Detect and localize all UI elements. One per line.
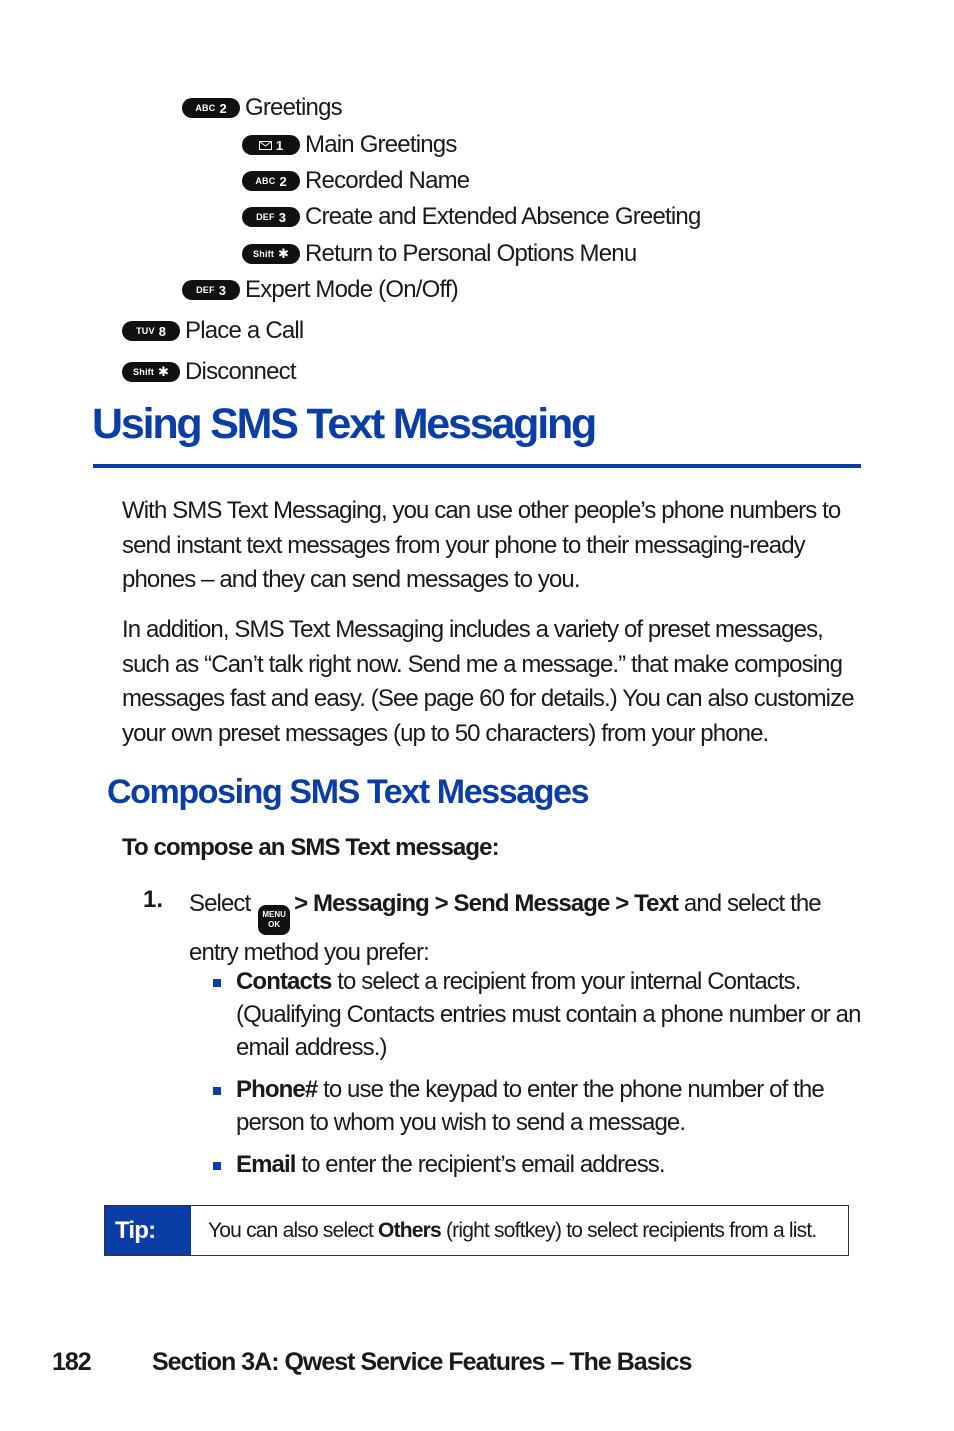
page-number: 182 [52, 1348, 91, 1376]
heading-rule [93, 464, 861, 468]
bullet-icon [213, 1162, 221, 1170]
menu-item-return-personal [242, 239, 636, 269]
section-footer: Section 3A: Qwest Service Features – The Basics [152, 1348, 692, 1376]
menu-item-extended-absence [242, 202, 701, 232]
bullet-icon [213, 979, 221, 987]
key-badge: DEF 3 [242, 207, 300, 227]
intro-paragraph: With SMS Text Messaging, you can use other people’s phone numbers to send instant text messages from your phone to their messaging-ready phones – and they can send messages to you. [122, 497, 841, 594]
menu-item-main-greetings [242, 130, 457, 160]
asterisk-icon: ✱ [278, 246, 289, 261]
page-title: Using SMS Text Messaging [92, 400, 596, 448]
key-badge: TUV 8 [122, 321, 180, 341]
step-select: Select [189, 890, 251, 917]
menu-label: Place a Call [185, 317, 304, 344]
bullet-icon [213, 1087, 221, 1095]
menu-label: Greetings [245, 94, 342, 121]
menu-item-recorded-name [242, 166, 469, 196]
key-badge: DEF 3 [182, 280, 240, 300]
menu-label: Disconnect [185, 358, 296, 385]
asterisk-icon: ✱ [158, 364, 169, 379]
key-badge: ABC 2 [182, 98, 240, 118]
envelope-icon [259, 141, 272, 150]
tip-box [104, 1205, 849, 1256]
tip-text: You can also select Others (right softkey) to select recipients from a list. [208, 1218, 817, 1242]
menu-label: Main Greetings [305, 131, 457, 158]
step-rest: and select the entry method you prefer: [189, 890, 821, 966]
menu-label: Create and Extended Absence Greeting [305, 203, 701, 230]
bullet-email: Email to enter the recipient’s email address. [236, 1151, 665, 1178]
key-badge: Shift ✱ [122, 362, 180, 382]
tip-label: Tip: [105, 1206, 191, 1255]
menu-path: > Messaging > Send Message > Text [294, 890, 679, 917]
menu-label: Recorded Name [305, 167, 470, 194]
menu-item-disconnect [122, 357, 296, 387]
menu-label: Expert Mode (On/Off) [245, 276, 458, 303]
procedure-lead: To compose an SMS Text message: [122, 834, 499, 861]
key-badge: Shift ✱ [242, 244, 300, 264]
key-badge: ABC 2 [242, 171, 300, 191]
bullet-contacts: Contacts to select a recipient from your internal Contacts. (Qualifying Contacts entries must contain a phone number or an email address.) [236, 968, 861, 1061]
bullet-phone: Phone# to use the keypad to enter the phone number of the person to whom you wish to send a message. [236, 1076, 824, 1136]
menu-ok-key-icon: MENU OK [258, 905, 290, 935]
menu-item-expert-mode [182, 275, 458, 305]
menu-item-greetings [182, 93, 342, 123]
section-subheading: Composing SMS Text Messages [107, 773, 589, 811]
step-text [189, 886, 859, 971]
menu-item-place-call [122, 316, 303, 346]
step-number: 1. [143, 886, 164, 913]
detail-paragraph: In addition, SMS Text Messaging includes a variety of preset messages, such as “Can’t talk right now. Send me a message.” that make composing messages fast and easy. (See page 60 for details.) You can also customize your own preset messages (up to 50 characters) from your phone. [122, 616, 854, 748]
menu-label: Return to Personal Options Menu [305, 240, 637, 267]
key-badge: 1 [242, 135, 300, 155]
